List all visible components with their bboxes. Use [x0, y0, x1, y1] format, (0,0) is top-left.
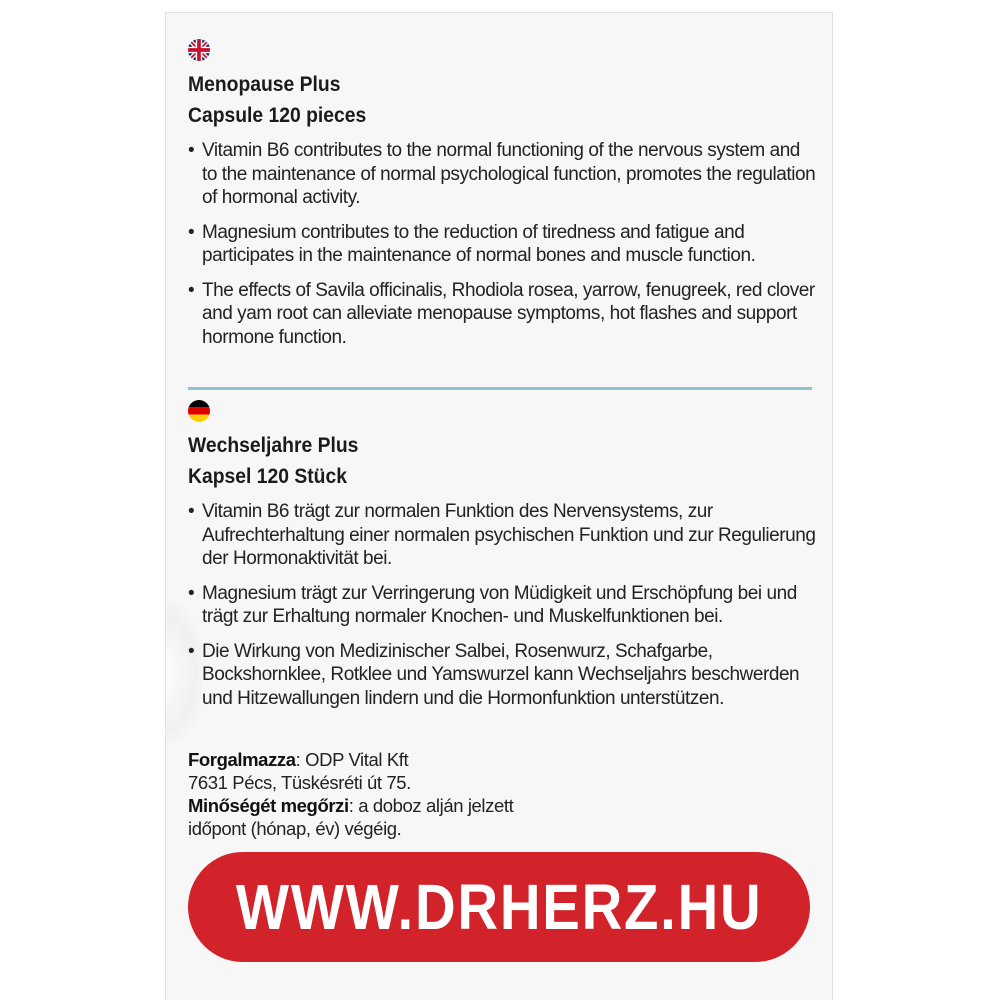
distributor-address: 7631 Pécs, Tüskésréti út 75.	[188, 772, 411, 793]
german-title: Wechseljahre Plus	[188, 434, 359, 457]
list-item: • Magnesium contributes to the reduction of tiredness and fatigue and participates in the maintenance of normal bones and muscle function.	[188, 221, 818, 268]
german-flag-icon	[188, 400, 210, 422]
german-subtitle: Kapsel 120 Stück	[188, 465, 347, 488]
best-before-text: : a doboz alján jelzett	[348, 795, 514, 816]
distributor-info	[188, 748, 648, 840]
list-item: • Vitamin B6 trägt zur normalen Funktion des Nervensystems, zur Aufrechterhaltung einer normalen psychischen Funktion und zur Regulierung der Hormonaktivität bei.	[188, 500, 818, 571]
product-label-card	[165, 12, 833, 1000]
best-before-text-2: időpont (hónap, év) végéig.	[188, 818, 402, 839]
german-section	[188, 400, 818, 721]
german-bullet-list	[188, 500, 818, 710]
website-url[interactable]: WWW.DRHERZ.HU	[235, 871, 763, 943]
best-before-line	[188, 794, 648, 817]
english-subtitle: Capsule 120 pieces	[188, 104, 367, 127]
english-title: Menopause Plus	[188, 73, 341, 96]
section-divider	[188, 387, 812, 390]
list-item: • The effects of Savila officinalis, Rhodiola rosea, yarrow, fenugreek, red clover and yam root can alleviate menopause symptoms, hot flashes and support hormone function.	[188, 279, 818, 350]
distributor-name: : ODP Vital Kft	[295, 749, 409, 770]
uk-flag-icon	[188, 39, 210, 61]
list-item: • Magnesium trägt zur Verringerung von Müdigkeit und Erschöpfung bei und trägt zur Erhaltung normaler Knochen- und Muskelfunktionen bei.	[188, 582, 818, 629]
distributor-line	[188, 748, 648, 771]
distributor-label: Forgalmazza	[188, 749, 296, 770]
best-before-label: Minőségét megőrzi	[188, 795, 349, 816]
english-section	[188, 39, 818, 360]
website-banner[interactable]	[188, 852, 810, 962]
list-item: • Vitamin B6 contributes to the normal functioning of the nervous system and to the maintenance of normal psychological function, promotes the regulation of hormonal activity.	[188, 139, 818, 210]
english-bullet-list	[188, 139, 818, 349]
list-item: • Die Wirkung von Medizinischer Salbei, Rosenwurz, Schafgarbe, Bockshornklee, Rotklee und Yamswurzel kann Wechseljahrs beschwerden und Hitzewallungen lindern und die Hormonfunktion unterstützen.	[188, 640, 818, 711]
